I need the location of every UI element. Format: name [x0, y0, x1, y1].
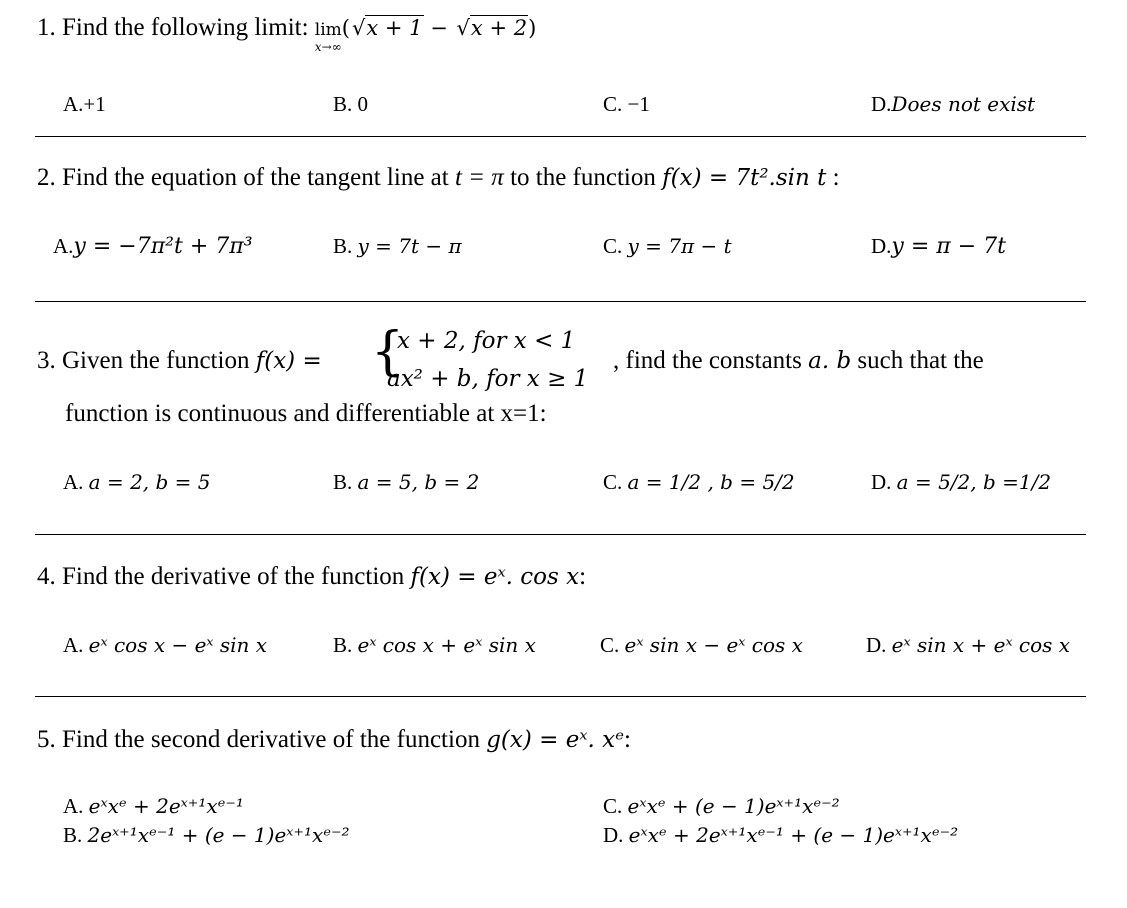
question-prompt-4: function is continuous and differentiable at x=1: [65, 400, 547, 427]
option-2a[interactable] [53, 234, 253, 259]
paren-open: ( [341, 16, 350, 40]
option-letter: B. [63, 823, 83, 847]
option-1c[interactable] [603, 92, 650, 117]
option-letter: C. [603, 234, 623, 258]
divider [35, 534, 1086, 535]
option-letter: D. [866, 633, 887, 657]
question-number: 3. [37, 347, 56, 374]
constants: a. b [808, 348, 852, 374]
paren-close: ) [528, 16, 537, 40]
option-letter: A. [63, 794, 84, 818]
option-text: a = 5/2, b =1/2 [896, 470, 1052, 494]
question-3-line-1b [613, 347, 984, 375]
option-text: a = 2, b = 5 [88, 470, 211, 494]
question-number: 1. [37, 14, 56, 41]
option-letter: C. [603, 470, 623, 494]
option-2b[interactable] [333, 234, 462, 259]
option-letter: B. [333, 92, 353, 116]
question-3-line-2 [65, 400, 547, 428]
option-letter: A. [63, 633, 84, 657]
option-4c[interactable] [600, 633, 803, 658]
option-5d[interactable] [603, 823, 958, 848]
option-2d[interactable] [871, 234, 1006, 259]
option-text: y = π − 7t [891, 234, 1006, 259]
option-text: eˣxᵉ + 2eˣ⁺¹xᵉ⁻¹ [88, 794, 244, 818]
question-prompt-2: find the constants [625, 347, 802, 374]
question-prompt: Find the equation of the tangent line at [62, 164, 449, 191]
option-text: eˣxᵉ + (e − 1)eˣ⁺¹xᵉ⁻² [627, 794, 840, 818]
option-letter: B. [333, 234, 353, 258]
case-2-text: ax² + b, for x ≥ 1 [387, 366, 589, 392]
colon: : [832, 164, 840, 191]
radicand-2: x + 2 [470, 16, 528, 40]
option-text: Does not exist [891, 92, 1036, 116]
question-5 [37, 726, 631, 754]
option-letter: B. [333, 633, 353, 657]
option-text: +1 [83, 92, 106, 116]
question-prompt: Find the derivative of the function [62, 563, 405, 590]
option-letter: D. [871, 92, 892, 116]
option-letter: A. [53, 234, 74, 258]
question-4 [37, 563, 586, 591]
option-1b[interactable] [333, 92, 368, 117]
option-text: y = 7t − π [357, 234, 462, 258]
option-text: eˣ sin x − eˣ cos x [624, 633, 803, 657]
question-prompt-2: to the function [510, 164, 656, 191]
option-letter: C. [603, 794, 623, 818]
option-text: 2eˣ⁺¹xᵉ⁻¹ + (e − 1)eˣ⁺¹xᵉ⁻² [87, 823, 350, 847]
option-1a[interactable] [63, 92, 106, 117]
option-5a[interactable] [63, 794, 244, 819]
t-value: t = π [454, 164, 504, 191]
sqrt-1: √x + 1 [352, 16, 423, 40]
question-1 [37, 14, 537, 54]
piecewise-brace: { [371, 322, 405, 382]
option-3c[interactable] [603, 470, 795, 495]
question-prompt: Given the function [62, 347, 250, 374]
question-3-line-1 [37, 347, 322, 375]
option-3a[interactable] [63, 470, 211, 495]
option-2c[interactable] [603, 234, 732, 259]
option-letter: C. [603, 92, 623, 116]
option-letter: A. [63, 92, 84, 116]
minus-sign: − [430, 16, 448, 40]
limit-label: lim [314, 20, 342, 40]
option-letter: B. [333, 470, 353, 494]
option-letter: A. [63, 470, 84, 494]
limit-subscript: x→∞ [314, 40, 342, 54]
option-text: y = −7π²t + 7π³ [73, 234, 253, 259]
question-prompt: Find the following limit: [62, 14, 309, 41]
case-1-text: x + 2, for x < 1 [397, 328, 576, 354]
divider [35, 301, 1086, 302]
option-letter: D. [871, 470, 892, 494]
option-text: y = 7π − t [627, 234, 732, 258]
piecewise-case-1 [397, 327, 575, 355]
option-5c[interactable] [603, 794, 840, 819]
limit-expression [342, 16, 536, 40]
radicand-1: x + 1 [366, 16, 423, 40]
option-text: −1 [627, 92, 650, 116]
option-text: eˣ sin x + eˣ cos x [891, 633, 1071, 657]
sqrt-2: √x + 2 [456, 16, 528, 40]
divider [35, 136, 1086, 137]
option-text: a = 1/2 , b = 5/2 [627, 470, 795, 494]
limit-operator [314, 20, 342, 54]
option-letter: D. [871, 234, 892, 258]
colon: : [579, 563, 587, 590]
function-lhs: f(x) = [255, 348, 322, 374]
question-prompt: Find the second derivative of the function [62, 726, 480, 753]
option-text: a = 5, b = 2 [357, 470, 480, 494]
option-1d[interactable] [871, 92, 1035, 117]
divider [35, 696, 1086, 697]
function-expression: f(x) = eˣ. cos x [410, 564, 580, 590]
question-number: 4. [37, 563, 56, 590]
question-number: 2. [37, 164, 56, 191]
option-text: 0 [357, 92, 369, 116]
question-number: 5. [37, 726, 56, 753]
option-4a[interactable] [63, 633, 267, 658]
comma: , [613, 347, 620, 374]
option-5b[interactable] [63, 823, 350, 848]
option-4d[interactable] [866, 633, 1070, 658]
option-4b[interactable] [333, 633, 536, 658]
question-prompt-3: such that the [857, 347, 984, 374]
piecewise-case-2 [387, 365, 588, 393]
function-expression: g(x) = eˣ. xᵉ [486, 727, 625, 753]
function-expression: f(x) = 7t².sin t [662, 165, 827, 191]
option-letter: D. [603, 823, 624, 847]
option-text: eˣ cos x + eˣ sin x [357, 633, 536, 657]
option-text: eˣ cos x − eˣ sin x [88, 633, 268, 657]
option-text: eˣxᵉ + 2eˣ⁺¹xᵉ⁻¹ + (e − 1)eˣ⁺¹xᵉ⁻² [628, 823, 959, 847]
option-3b[interactable] [333, 470, 479, 495]
colon: : [624, 726, 631, 753]
option-3d[interactable] [871, 470, 1051, 495]
option-letter: C. [600, 633, 620, 657]
question-2 [37, 164, 840, 192]
